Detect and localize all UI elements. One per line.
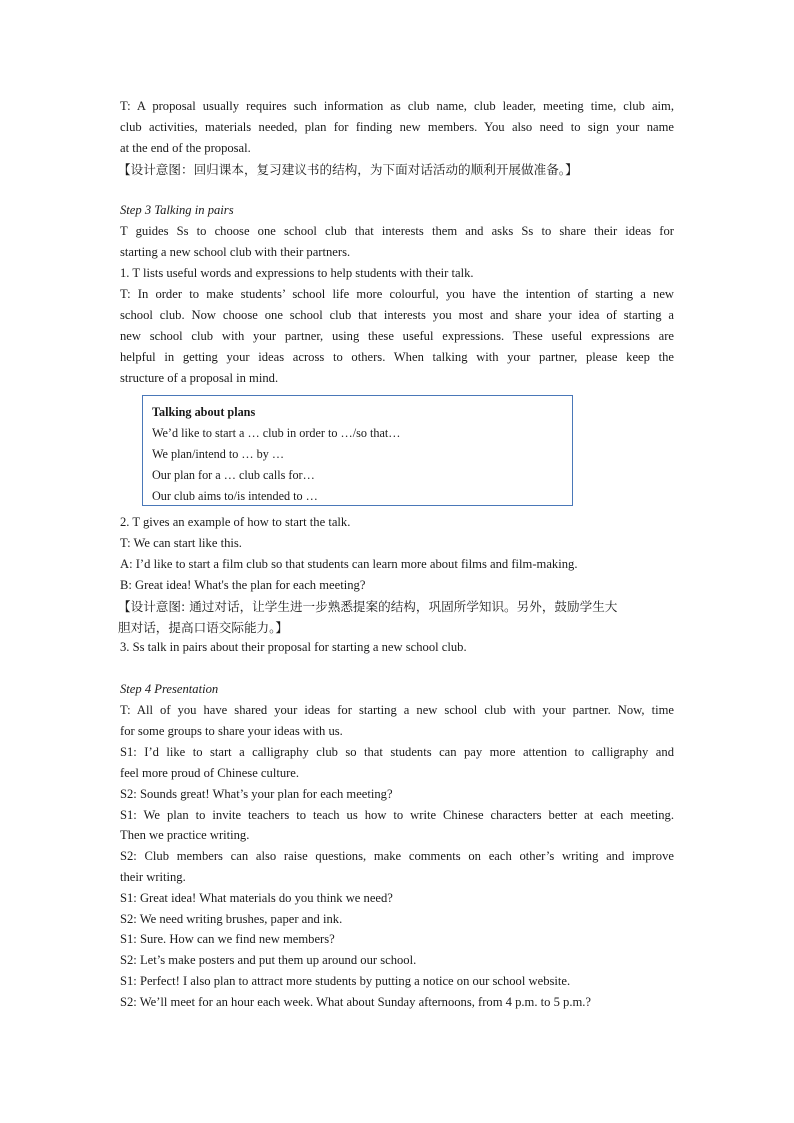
paragraph-line: T: A proposal usually requires such information as club name, club leader, meeting time, club aim, bbox=[120, 99, 674, 113]
expression-item: We’d like to start a … club in order to …/so that… bbox=[152, 426, 401, 440]
design-intent-note: 胆对话，提高口语交际能力。】 bbox=[118, 620, 289, 635]
paragraph-line: 1. T lists useful words and expressions to help students with their talk. bbox=[120, 266, 474, 280]
expression-item: Our club aims to/is intended to … bbox=[152, 489, 318, 503]
dialogue-line: feel more proud of Chinese culture. bbox=[120, 766, 300, 780]
paragraph-line: school club. Now choose one school club that interests you most and share your idea of starting a bbox=[120, 308, 674, 322]
paragraph-line: for some groups to share your ideas with us. bbox=[120, 724, 343, 738]
paragraph-line: T guides Ss to choose one school club that interests them and asks Ss to share their ideas for bbox=[120, 224, 674, 238]
paragraph-line: new school club with your partner, using these useful expressions. These useful expressions are bbox=[120, 329, 674, 343]
dialogue-line: S1: I’d like to start a calligraphy club so that students can pay more attention to calligraphy and bbox=[120, 745, 674, 759]
dialogue-line: S1: Sure. How can we find new members? bbox=[120, 932, 335, 946]
paragraph-line: club activities, materials needed, plan for finding new members. You also need to sign your name bbox=[120, 120, 674, 134]
expression-item: We plan/intend to … by … bbox=[152, 447, 285, 461]
design-intent-note: 【设计意图: 通过对话，让学生进一步熟悉提案的结构，巩固所学知识。另外，鼓励学生大 bbox=[118, 599, 618, 614]
dialogue-line: S2: Let’s make posters and put them up around our school. bbox=[120, 953, 417, 967]
dialogue-line: S2: Sounds great! What’s your plan for each meeting? bbox=[120, 787, 393, 801]
dialogue-line: their writing. bbox=[120, 870, 186, 884]
box-title: Talking about plans bbox=[152, 405, 256, 419]
paragraph-line: T: All of you have shared your ideas for starting a new school club with your partner. Now, time bbox=[120, 703, 674, 717]
dialogue-line: S2: We’ll meet for an hour each week. What about Sunday afternoons, from 4 p.m. to 5 p.m.? bbox=[120, 995, 592, 1009]
paragraph-line: structure of a proposal in mind. bbox=[120, 371, 279, 385]
dialogue-line: A: I’d like to start a film club so that students can learn more about films and film-making. bbox=[120, 557, 578, 571]
dialogue-line: B: Great idea! What's the plan for each meeting? bbox=[120, 578, 366, 592]
design-intent-note: 【设计意图：回归课本，复习建议书的结构，为下面对话活动的顺利开展做准备。】 bbox=[118, 162, 578, 177]
paragraph-line: 2. T gives an example of how to start the talk. bbox=[120, 515, 351, 529]
paragraph-line: 3. Ss talk in pairs about their proposal for starting a new school club. bbox=[120, 640, 467, 654]
dialogue-line: S2: Club members can also raise questions, make comments on each other’s writing and improve bbox=[120, 849, 674, 863]
dialogue-line: S1: Perfect! I also plan to attract more students by putting a notice on our school website. bbox=[120, 974, 571, 988]
step-heading: Step 4 Presentation bbox=[120, 682, 219, 696]
paragraph-line: starting a new school club with their partners. bbox=[120, 245, 351, 259]
expression-item: Our plan for a … club calls for… bbox=[152, 468, 315, 482]
dialogue-line: S2: We need writing brushes, paper and ink. bbox=[120, 912, 343, 926]
step-heading: Step 3 Talking in pairs bbox=[120, 203, 234, 217]
paragraph-line: T: We can start like this. bbox=[120, 536, 242, 550]
useful-expressions-box bbox=[142, 395, 573, 506]
dialogue-line: S1: Great idea! What materials do you think we need? bbox=[120, 891, 393, 905]
dialogue-line: S1: We plan to invite teachers to teach us how to write Chinese characters better at each meeting. bbox=[120, 808, 674, 822]
paragraph-line: helpful in getting your ideas across to others. When talking with your partner, please keep the bbox=[120, 350, 674, 364]
dialogue-line: Then we practice writing. bbox=[120, 828, 250, 842]
paragraph-line: at the end of the proposal. bbox=[120, 141, 251, 155]
paragraph-line: T: In order to make students’ school life more colourful, you have the intention of starting a new bbox=[120, 287, 674, 301]
